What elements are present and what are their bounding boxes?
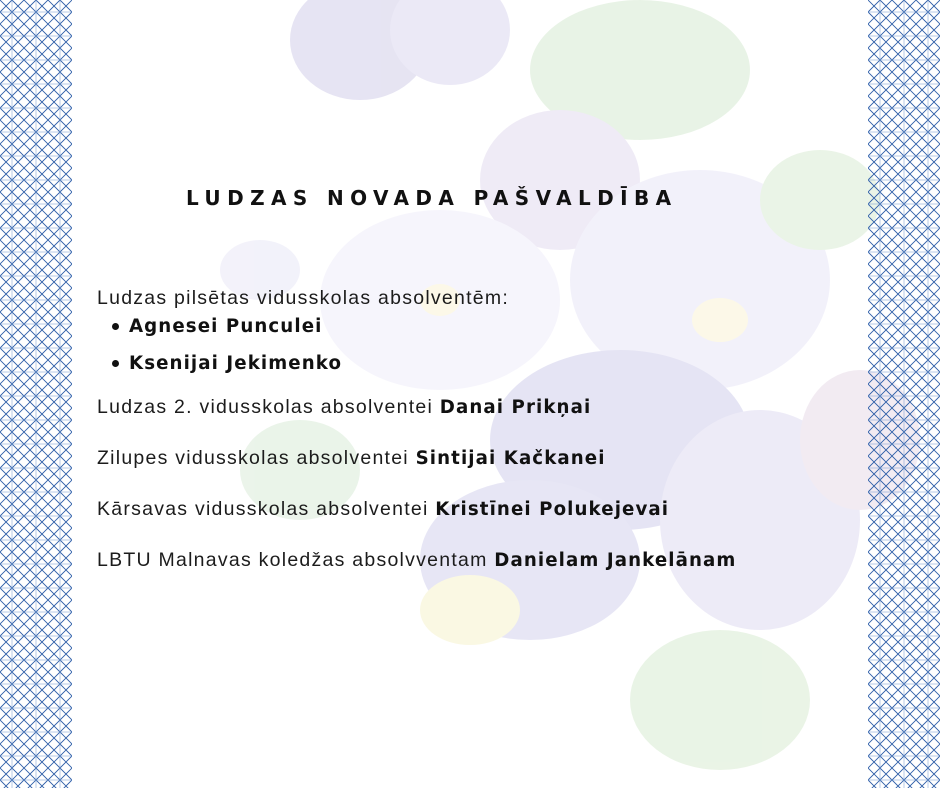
bullet-icon bbox=[112, 360, 119, 367]
list-item bbox=[112, 352, 857, 375]
graduate-name: Sintijai Kačkanei bbox=[415, 448, 606, 469]
graduate-name: Agnesei Punculei bbox=[129, 316, 323, 337]
graduate-line bbox=[97, 396, 857, 419]
graduate-name: Kristīnei Polukejevai bbox=[435, 499, 670, 520]
left-lattice-border bbox=[0, 0, 72, 788]
page-title: LUDZAS NOVADA PAŠVALDĪBA bbox=[186, 186, 678, 210]
school-text: Kārsavas vidusskolas absolventei bbox=[97, 498, 436, 520]
graduate-line bbox=[97, 498, 857, 521]
intro-line: Ludzas pilsētas vidusskolas absolventēm: bbox=[97, 287, 510, 309]
school-text: LBTU Malnavas koledžas absolvventam bbox=[97, 549, 495, 571]
graduate-line bbox=[97, 549, 857, 572]
school-text: Ludzas 2. vidusskolas absolventei bbox=[97, 396, 440, 418]
list-item bbox=[112, 315, 857, 338]
graduate-name: Ksenijai Jekimenko bbox=[129, 353, 343, 374]
graduate-line bbox=[97, 447, 857, 470]
graduates-list bbox=[97, 287, 857, 600]
right-lattice-border bbox=[868, 0, 940, 788]
bullet-icon bbox=[112, 323, 119, 330]
graduate-name: Danielam Jankelānam bbox=[494, 550, 737, 571]
bullet-list bbox=[97, 315, 857, 375]
graduate-name: Danai Prikņai bbox=[439, 397, 592, 418]
school-text: Zilupes vidusskolas absolventei bbox=[97, 447, 416, 469]
